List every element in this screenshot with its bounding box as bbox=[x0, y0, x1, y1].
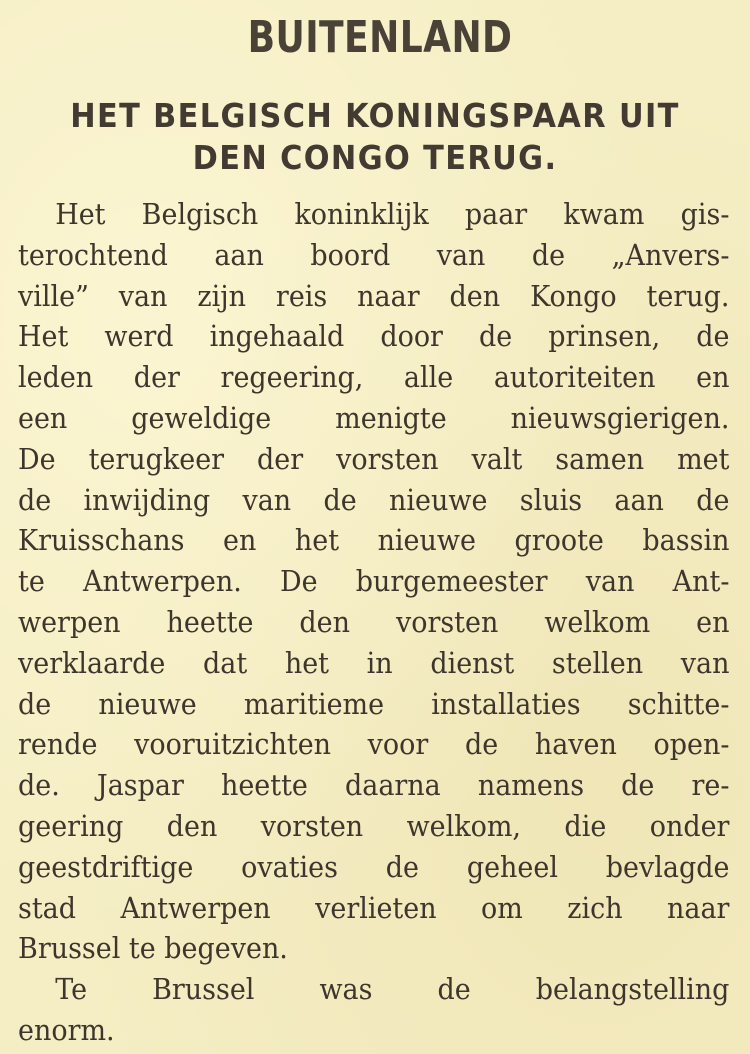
body-line: De terugkeer der vorsten valt samen met bbox=[18, 441, 730, 476]
body-line: Het werd ingehaald door de prinsen, de bbox=[18, 319, 730, 354]
body-line: ville” van zijn reis naar den Kongo terug. bbox=[18, 278, 730, 313]
body-line: een geweldige menigte nieuwsgierigen. bbox=[18, 400, 730, 435]
body-line: Het Belgisch koninklijk paar kwam gis- bbox=[55, 197, 730, 231]
body-line: Kruisschans en het nieuwe groote bassin bbox=[18, 523, 730, 558]
body-line: rende vooruitzichten voor de haven open- bbox=[18, 727, 730, 762]
body-line: terochtend aan boord van de „Anvers- bbox=[18, 237, 730, 272]
body-line: geering den vorsten welkom, die onder bbox=[18, 808, 730, 843]
body-line: leden der regeering, alle autoriteiten en bbox=[18, 360, 730, 395]
body-line: Brussel te begeven. bbox=[18, 931, 288, 966]
body-line: stad Antwerpen verlieten om zich naar bbox=[18, 890, 730, 925]
body-line: de. Jaspar heette daarna namens de re- bbox=[18, 768, 730, 803]
body-line: enorm. bbox=[18, 1012, 115, 1047]
headline-line-2: DEN CONGO TERUG. bbox=[192, 138, 558, 177]
headline-line-1: HET BELGISCH KONINGSPAAR UIT bbox=[70, 96, 680, 135]
section-heading: BUITENLAND bbox=[247, 12, 513, 63]
body-line: geestdriftige ovaties de geheel bevlagde bbox=[18, 849, 730, 884]
body-line: werpen heette den vorsten welkom en bbox=[18, 604, 730, 639]
body-line: de nieuwe maritieme installaties schitte- bbox=[18, 686, 730, 721]
body-line: Te Brussel was de belangstelling bbox=[55, 972, 730, 1007]
body-line: verklaarde dat het in dienst stellen van bbox=[18, 645, 730, 680]
body-line: te Antwerpen. De burgemeester van Ant- bbox=[18, 564, 730, 599]
body-line: de inwijding van de nieuwe sluis aan de bbox=[18, 482, 730, 517]
article-body bbox=[18, 194, 730, 1051]
